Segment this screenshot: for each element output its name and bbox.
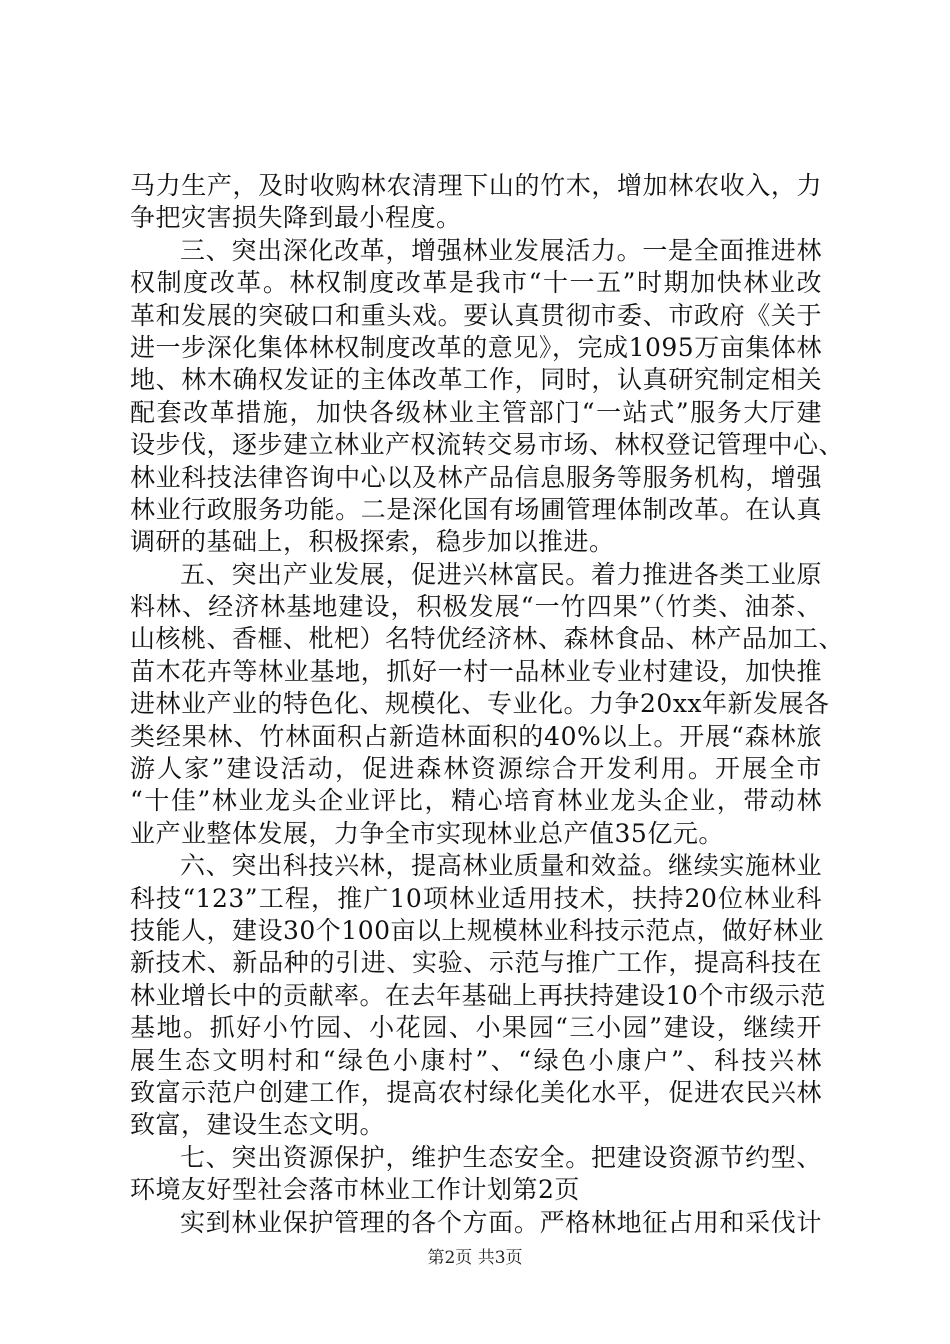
text-line: 料林、经济林基地建设，积极发展“一竹四果”（竹类、油茶、 — [130, 592, 822, 622]
text-line: 五、突出产业发展，促进兴林富民。着力推进各类工业原 — [180, 559, 822, 589]
text-line: 业产业整体发展，力争全市实现林业总产值35亿元。 — [130, 818, 724, 848]
text-line: 苗木花卉等林业基地，抓好一村一品林业专业村建设，加快推 — [130, 656, 822, 686]
text-line: 林业行政服务功能。二是深化国有场圃管理体制改革。在认真 — [130, 494, 822, 524]
text-line: 实到林业保护管理的各个方面。严格林地征占用和采伐计 — [180, 1207, 822, 1237]
text-line: 致富示范户创建工作，提高农村绿化美化水平，促进农民兴林 — [130, 1077, 822, 1107]
text-line: 山核桃、香榧、枇杷）名特优经济林、森林食品、林产品加工、 — [130, 624, 845, 654]
text-line: 配套改革措施，加快各级林业主管部门“一站式”服务大厅建 — [130, 397, 822, 427]
text-line: 游人家”建设活动，促进森林资源综合开发利用。开展全市 — [130, 754, 822, 784]
text-line: 基地。抓好小竹园、小花园、小果园“三小园”建设，继续开 — [130, 1013, 822, 1043]
text-line: 七、突出资源保护，维护生态安全。把建设资源节约型、 — [180, 1142, 822, 1172]
text-line: 展生态文明村和“绿色小康村”、“绿色小康户”、科技兴林 — [130, 1045, 822, 1075]
text-line: 环境友好型社会落市林业工作计划第2页 — [130, 1175, 580, 1205]
text-line: 权制度改革。林权制度改革是我市“十一五”时期加快林业改 — [130, 268, 822, 298]
text-line: “十佳”林业龙头企业评比，精心培育林业龙头企业，带动林 — [130, 786, 822, 816]
text-line: 致富，建设生态文明。 — [130, 1110, 386, 1140]
text-line: 六、突出科技兴林，提高林业质量和效益。继续实施林业 — [180, 851, 822, 881]
text-line: 革和发展的突破口和重头戏。要认真贯彻市委、市政府《关于 — [130, 300, 822, 330]
text-line: 进林业产业的特色化、规模化、专业化。力争20xx年新发展各 — [130, 689, 830, 719]
text-line: 争把灾害损失降到最小程度。 — [130, 203, 462, 233]
text-line: 设步伐，逐步建立林业产权流转交易市场、林权登记管理中心、 — [130, 430, 845, 460]
body-text — [130, 170, 845, 1239]
text-line: 地、林木确权发证的主体改革工作，同时，认真研究制定相关 — [130, 365, 822, 395]
text-line: 科技“123”工程，推广10项林业适用技术，扶持20位林业科 — [130, 883, 822, 913]
text-line: 调研的基础上，积极探索，稳步加以推进。 — [130, 527, 615, 557]
text-line: 新技术、新品种的引进、实验、示范与推广工作，提高科技在 — [130, 948, 822, 978]
text-line: 林业科技法律咨询中心以及林产品信息服务等服务机构，增强 — [130, 462, 822, 492]
text-line: 马力生产，及时收购林农清理下山的竹木，增加林农收入，力 — [130, 171, 822, 200]
text-line: 林业增长中的贡献率。在去年基础上再扶持建设10个市级示范 — [130, 980, 826, 1010]
text-line: 进一步深化集体林权制度改革的意见》，完成1095万亩集体林 — [130, 332, 822, 362]
page-footer: 第2页 共3页 — [427, 1248, 523, 1268]
text-line: 三、突出深化改革，增强林业发展活力。一是全面推进林 — [180, 235, 822, 265]
text-line: 技能人，建设30个100亩以上规模林业科技示范点，做好林业 — [130, 915, 825, 945]
text-line: 类经果林、竹林面积占新造林面积的40%以上。开展“森林旅 — [130, 721, 822, 751]
